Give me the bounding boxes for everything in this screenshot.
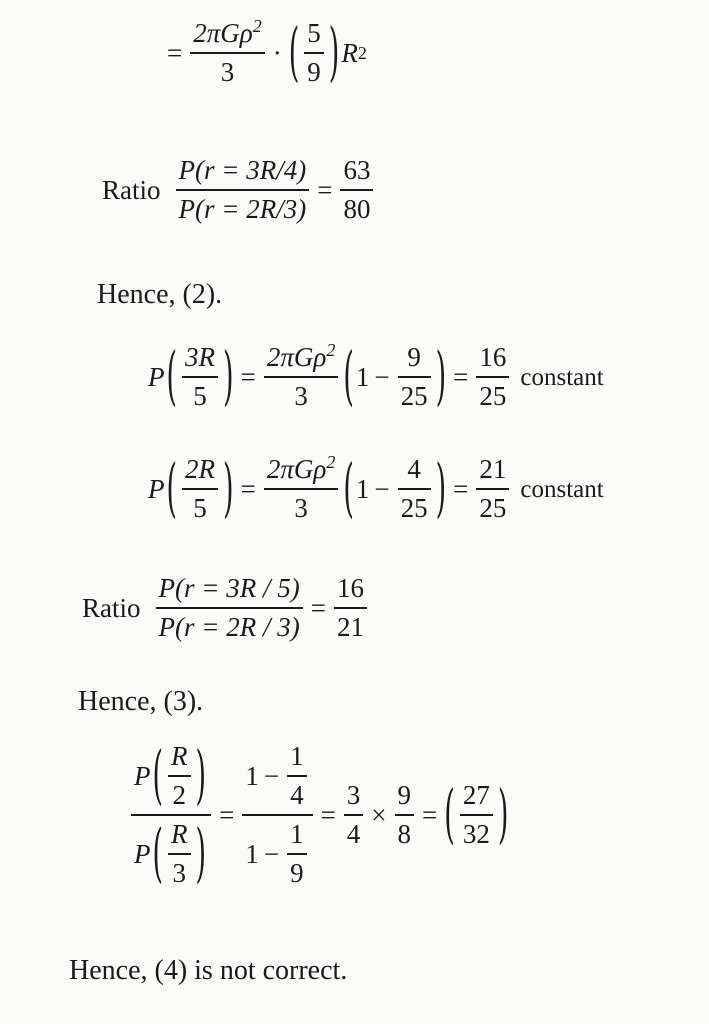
equals-sign: = (453, 361, 469, 392)
denominator: 25 (400, 381, 428, 411)
denominator: 2 (172, 780, 187, 810)
numerator: 2πGρ (193, 18, 253, 48)
numerator: 9 (407, 342, 421, 372)
function-p: P (134, 838, 151, 869)
numerator: 2πGρ (266, 454, 327, 484)
ratio-label: Ratio (82, 592, 141, 623)
minus-sign: − (263, 760, 280, 791)
numerator: R (171, 819, 188, 849)
numerator: 1 (290, 741, 304, 771)
one: 1 (355, 361, 370, 392)
hence-line-2: Hence, (2). (97, 279, 223, 310)
fraction (340, 157, 373, 223)
hence-line-3: Hence, (3). (78, 686, 204, 717)
numerator: 16 (336, 573, 364, 603)
one: 1 (355, 473, 370, 504)
fraction (182, 456, 218, 522)
denominator: 5 (193, 381, 207, 411)
denominator: 8 (397, 819, 412, 849)
denominator: 5 (193, 493, 207, 523)
numerator: 16 (479, 342, 507, 372)
fraction (395, 782, 415, 848)
numerator: P(r = 3R / 5) (158, 573, 300, 603)
fraction (264, 452, 338, 523)
exponent: 2 (252, 16, 262, 36)
ratio-label: Ratio (102, 174, 161, 205)
numerator: 2R (185, 454, 216, 484)
denominator: 4 (290, 780, 304, 810)
variable-r: R (341, 37, 358, 68)
fraction (264, 340, 338, 411)
equals-sign: = (320, 799, 336, 830)
exponent: 2 (326, 340, 336, 360)
denominator: 3 (220, 57, 235, 87)
fraction (176, 157, 310, 223)
hence-line-4: Hence, (4) is not correct. (69, 955, 348, 986)
fraction (398, 456, 431, 522)
ratio-equation-1 (102, 157, 376, 223)
exponent: 2 (326, 452, 336, 472)
denominator: 25 (400, 493, 428, 523)
numerator: 3R (185, 342, 216, 372)
numerator: 63 (343, 155, 371, 185)
equation-line-4: P ( $\frac{2R}{5}$ ) = $\frac{2\pi G\rho^2}{3}$ ( 1 − $\frac{4}{25}$ ) = $\frac{21}{25}$ constant (148, 452, 604, 526)
equation-line-3: P ( $\frac{3R}{5}$ ) = $\frac{2\pi G\rho^2}{3}$ ( 1 − $\frac{9}{25}$ ) = $\frac{16}{25}$ constant (148, 340, 604, 414)
fraction (182, 344, 218, 410)
ratio-equation-2 (82, 575, 370, 641)
equals-sign: = (240, 361, 256, 392)
fraction (476, 456, 509, 522)
minus-sign: − (374, 361, 390, 392)
minus-sign: − (263, 838, 280, 869)
fraction: P ( $\frac{R}{2}$ ) P ( $\frac{R}{3}$ ) (131, 743, 211, 887)
fraction (304, 20, 324, 86)
numerator: R (171, 741, 188, 771)
fraction (168, 743, 191, 809)
numerator: 9 (397, 780, 412, 810)
numerator: 4 (407, 454, 421, 484)
function-p: P (148, 361, 165, 392)
denominator: 25 (479, 493, 507, 523)
numerator: 2πGρ (266, 342, 327, 372)
fraction (334, 575, 367, 641)
denominator: 3 (294, 493, 308, 523)
fraction (156, 575, 303, 641)
fraction (398, 344, 431, 410)
equals-sign: = (310, 592, 326, 623)
denominator: 9 (290, 858, 304, 888)
denominator: 3 (294, 381, 308, 411)
function-p: P (134, 760, 151, 791)
numerator: 21 (479, 454, 507, 484)
numerator: 3 (346, 780, 361, 810)
fraction (460, 782, 493, 848)
fraction (476, 344, 509, 410)
numerator: 5 (307, 18, 321, 48)
numerator: P(r = 3R/4) (178, 155, 307, 185)
denominator: 4 (346, 819, 361, 849)
minus-sign: − (374, 473, 390, 504)
dot-operator: · (272, 37, 282, 68)
fraction (168, 821, 191, 887)
fraction (287, 821, 307, 887)
denominator: P(r = 2R / 3) (158, 612, 300, 642)
denominator: 80 (343, 194, 371, 224)
fraction (287, 743, 307, 809)
denominator: 9 (307, 57, 321, 87)
fraction (190, 16, 264, 87)
equals-sign: = (453, 473, 469, 504)
fraction (242, 743, 312, 887)
equals-sign: = (167, 37, 183, 68)
denominator: P(r = 2R/3) (178, 194, 307, 224)
numerator: 27 (462, 780, 490, 810)
denominator: 25 (479, 381, 507, 411)
equation-line-5: P ( $\frac{R}{2}$ ) P ( $\frac{R}{3}$ ) = 1 − $\frac{1}{4}$ 1 − $\frac{1}{9}$ = $\frac{3}{4}$ × $\frac{9}{8}$ = ( $\frac{27}{32}$ ) (128, 743, 510, 887)
equals-sign: = (317, 174, 333, 205)
one: 1 (245, 760, 259, 791)
equation-line-1: = $\frac{2\pi G\rho^2}{3}$ · ( $\frac{5}{9}$ ) R 2 (167, 16, 367, 90)
fraction (344, 782, 364, 848)
numerator: 1 (290, 819, 304, 849)
equals-sign: = (422, 799, 438, 830)
function-p: P (148, 473, 165, 504)
one: 1 (245, 838, 259, 869)
constant-label: constant (520, 475, 604, 503)
denominator: 3 (172, 858, 187, 888)
times-sign: × (371, 799, 387, 830)
denominator: 32 (462, 819, 490, 849)
equals-sign: = (240, 473, 256, 504)
constant-label: constant (520, 363, 604, 391)
equals-sign: = (219, 799, 235, 830)
denominator: 21 (336, 612, 364, 642)
